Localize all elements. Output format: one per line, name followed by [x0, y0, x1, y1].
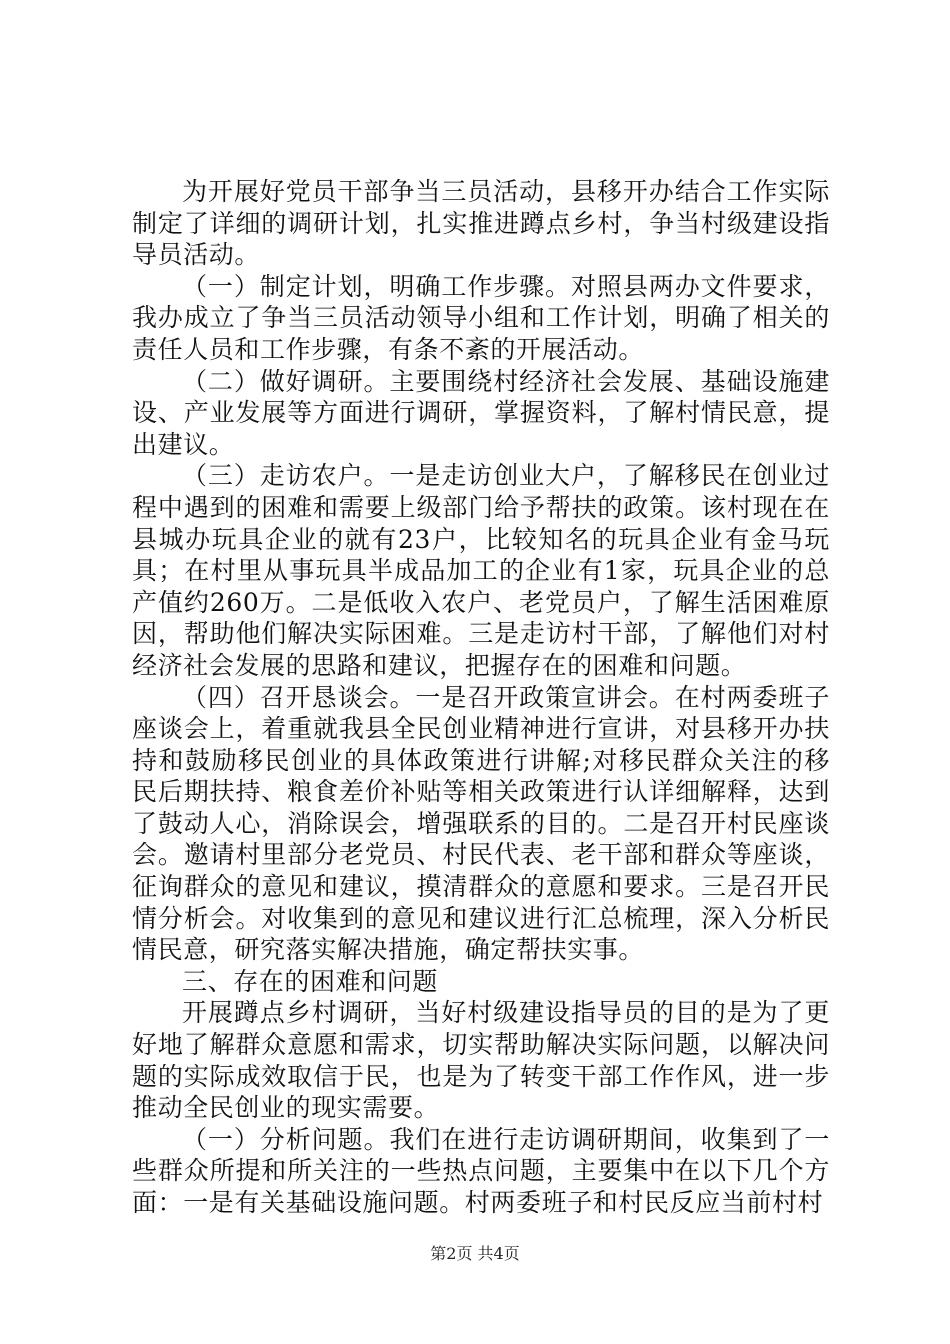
paragraph-visits: （三）走访农户。一是走访创业大户，了解移民在创业过程中遇到的困难和需要上级部门给予帮扶的政策。该村现在在县城办玩具企业的就有23户，比较知名的玩具企业有金马玩具；在村里从事玩具半成品加工的企业有1家，玩具企业的总产值约260万。二是低收入农户、老党员户，了解生活困难原因，帮助他们解决实际困难。三是走访村干部，了解他们对村经济社会发展的思路和建议，把握存在的困难和问题。: [132, 461, 830, 680]
paragraph-purpose: 开展蹲点乡村调研，当好村级建设指导员的目的是为了更好地了解群众意愿和需求，切实帮助解决实际问题，以解决问题的实际成效取信于民，也是为了转变干部工作作风，进一步推动全民创业的现实需要。: [132, 998, 830, 1123]
page-number: 第2页 共4页: [430, 1244, 520, 1263]
paragraph-intro: 为开展好党员干部争当三员活动，县移开办结合工作实际制定了详细的调研计划，扎实推进蹲点乡村，争当村级建设指导员活动。: [132, 177, 830, 270]
page-footer: [0, 1244, 950, 1264]
paragraph-research: （二）做好调研。主要围绕村经济社会发展、基础设施建设、产业发展等方面进行调研，掌握资料，了解村情民意，提出建议。: [132, 366, 830, 459]
paragraph-plan: （一）制定计划，明确工作步骤。对照县两办文件要求，我办成立了争当三员活动领导小组和工作计划，明确了相关的责任人员和工作步骤，有条不紊的开展活动。: [132, 271, 830, 364]
section-heading: 三、存在的困难和问题: [182, 966, 439, 996]
paragraph-analysis: （一）分析问题。我们在进行走访调研期间，收集到了一些群众所提和所关注的一些热点问题，主要集中在以下几个方面：一是有关基础设施问题。村两委班子和村民反应当前村村: [132, 1124, 830, 1217]
document-body: [132, 176, 830, 1219]
paragraph-meetings: （四）召开恳谈会。一是召开政策宣讲会。在村两委班子座谈会上，着重就我县全民创业精神进行宣讲，对县移开办扶持和鼓励移民创业的具体政策进行讲解;对移民群众关注的移民后期扶持、粮食差价补贴等相关政策进行认详细解释，达到了鼓动人心，消除误会，增强联系的目的。二是召开村民座谈会。邀请村里部分老党员、村民代表、老干部和群众等座谈，征询群众的意见和建议，摸清群众的意愿和要求。三是召开民情分析会。对收集到的意见和建议进行汇总梳理，深入分析民情民意，研究落实解决措施，确定帮扶实事。: [132, 682, 830, 965]
